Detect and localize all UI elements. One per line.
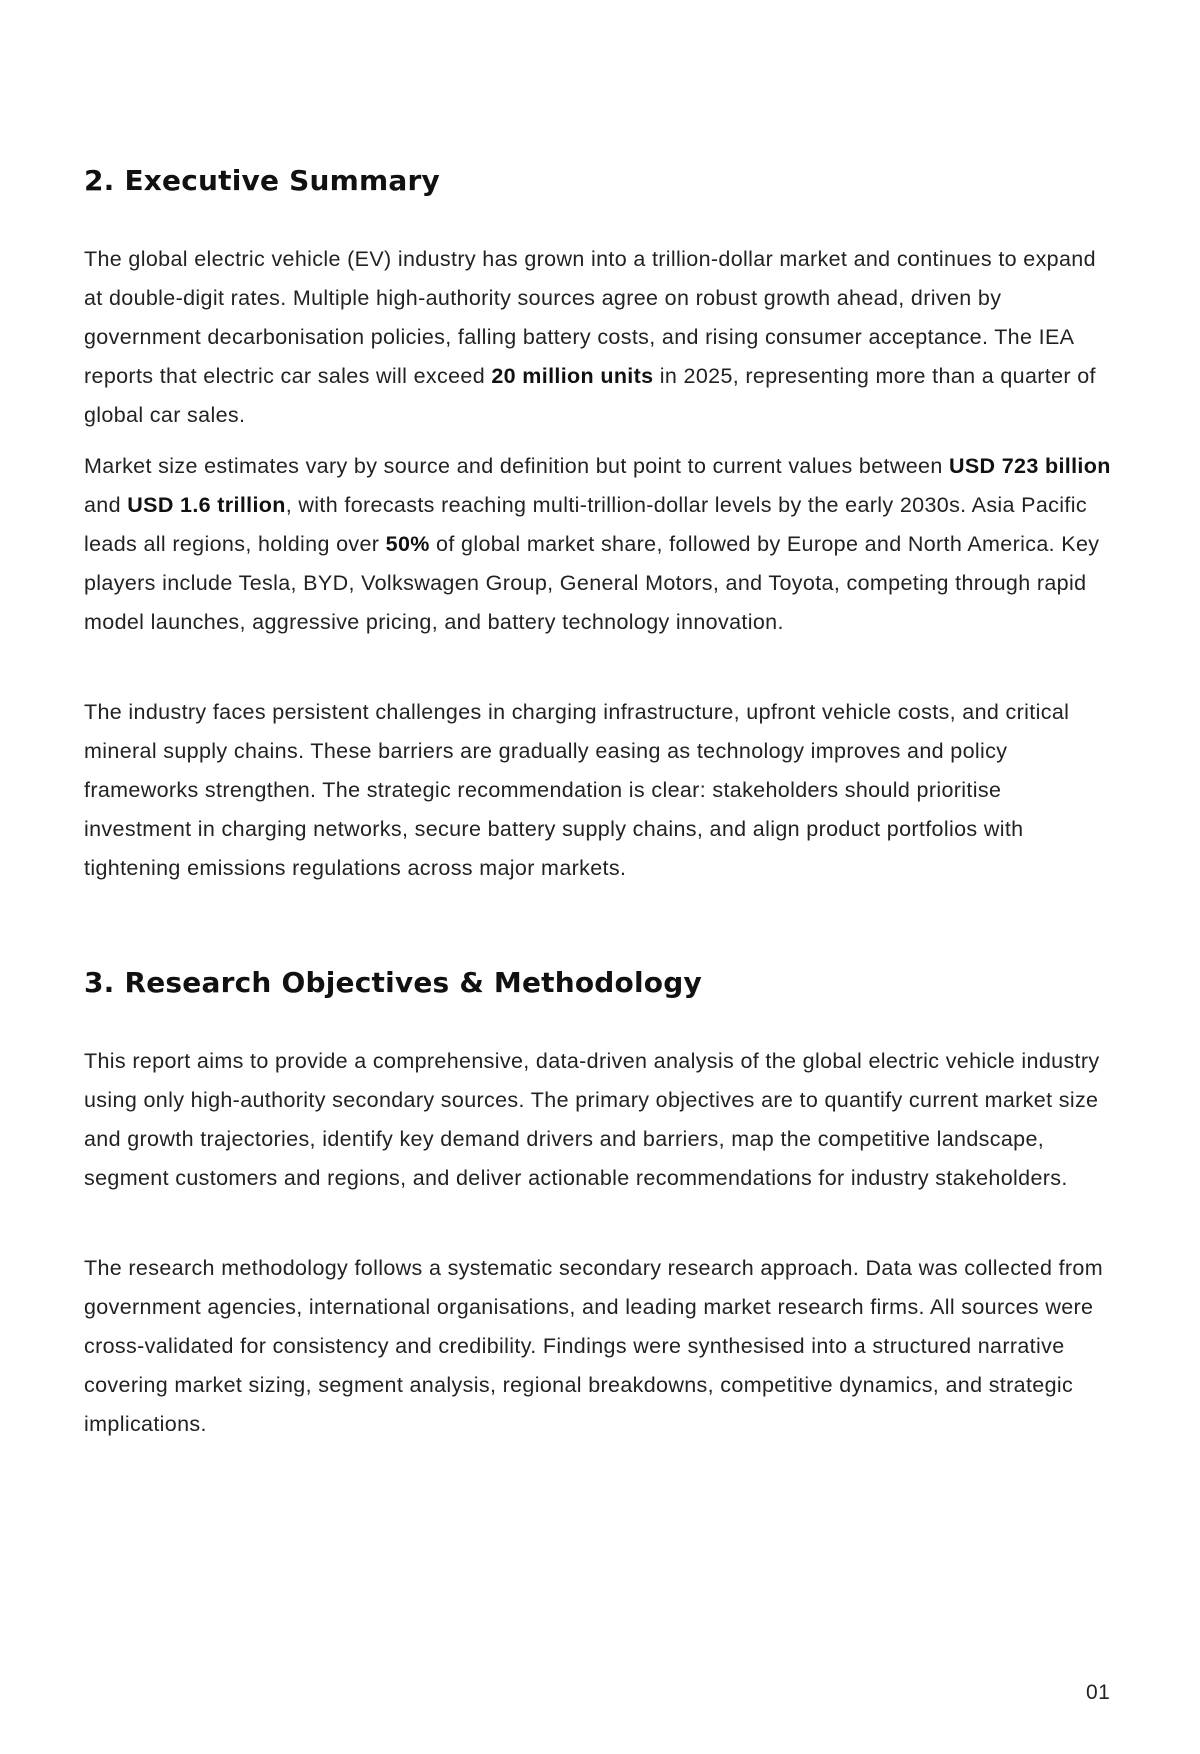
paragraph-text: , with forecasts reaching multi-trillion-dollar levels by the early 2030s. Asia Pacific leads all regions, holding over bbox=[84, 493, 1087, 556]
research-paragraph-2: The research methodology follows a systematic secondary research approach. Data was collected from government agencies, international organisations, and leading market research firms. All sources were cross-validated for consistency and credibility. Findings were synthesised into a structured narrative covering market sizing, segment analysis, regional breakdowns, competitive dynamics, and strategic implications. bbox=[84, 1256, 1103, 1436]
paragraph-text: and bbox=[84, 493, 128, 517]
paragraph-text: The global electric vehicle (EV) industry has grown into a trillion-dollar market and continues to expand at double-digit rates. Multiple high-authority sources agree on robust growth ahead, driven by government decarbonisation policies, falling battery costs, and rising consumer acceptance. The IEA reports that electric car sales will exceed bbox=[84, 247, 1096, 388]
executive-summary-paragraph-3: The industry faces persistent challenges in charging infrastructure, upfront vehicle costs, and critical mineral supply chains. These barriers are gradually easing as technology improves and policy frameworks strengthen. The strategic recommendation is clear: stakeholders should prioritise investment in charging networks, secure battery supply chains, and align product portfolios with tightening emissions regulations across major markets. bbox=[84, 700, 1070, 880]
research-paragraph-1: This report aims to provide a comprehensive, data-driven analysis of the global electric vehicle industry using only high-authority secondary sources. The primary objectives are to quantify current market size and growth trajectories, identify key demand drivers and barriers, map the competitive landscape, segment customers and regions, and deliver actionable recommendations for industry stakeholders. bbox=[84, 1049, 1100, 1190]
highlight-market-low: USD 723 billion bbox=[948, 454, 1111, 478]
paragraph-text: Market size estimates vary by source and definition but point to current values between bbox=[84, 454, 949, 478]
highlight-market-high: USD 1.6 trillion bbox=[127, 493, 286, 517]
paragraph-text: of global market share, followed by Europe and North America. Key players include Tesla, BYD, Volkswagen Group, General Motors, and Toyota, competing through rapid model launches, aggressive pricing, and battery technology innovation. bbox=[84, 532, 1100, 634]
page-number: 01 bbox=[1086, 1681, 1111, 1704]
section-heading-research-objectives: 3. Research Objectives & Methodology bbox=[84, 966, 702, 999]
highlight-ev-sales: 20 million units bbox=[491, 364, 654, 388]
highlight-apac-share: 50% bbox=[385, 532, 430, 556]
executive-summary-paragraph-1 bbox=[84, 240, 1114, 435]
executive-summary-paragraph-2 bbox=[84, 447, 1114, 642]
section-heading-executive-summary: 2. Executive Summary bbox=[84, 164, 440, 197]
paragraph-text: in 2025, representing more than a quarter of global car sales. bbox=[84, 364, 1096, 427]
